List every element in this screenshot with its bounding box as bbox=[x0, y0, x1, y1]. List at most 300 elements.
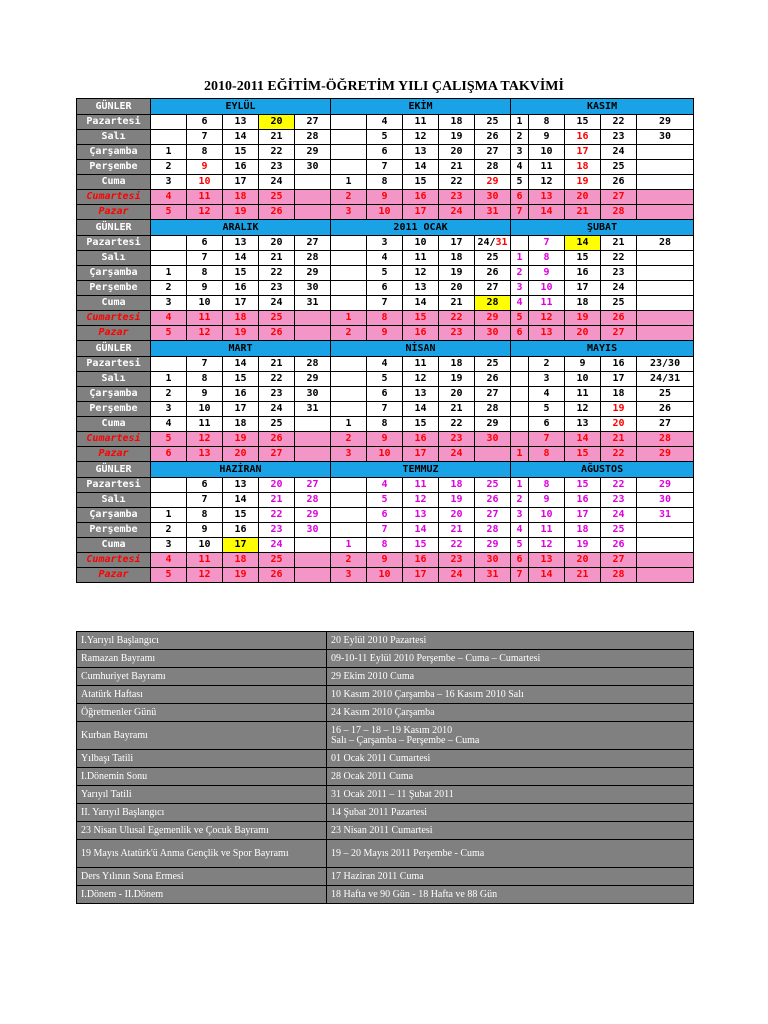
date-cell: 9 bbox=[565, 357, 601, 372]
holiday-row bbox=[77, 632, 694, 650]
date-cell: 19 bbox=[223, 432, 259, 447]
date-cell bbox=[637, 538, 694, 553]
date-cell: 27 bbox=[475, 145, 511, 160]
date-cell: 5 bbox=[511, 311, 529, 326]
date-cell bbox=[151, 236, 187, 251]
holiday-row bbox=[77, 750, 694, 768]
date-cell bbox=[295, 190, 331, 205]
day-name: Cumartesi bbox=[77, 553, 151, 568]
holiday-value: 28 Ocak 2011 Cuma bbox=[327, 768, 694, 786]
date-cell: 26 bbox=[475, 130, 511, 145]
date-cell: 13 bbox=[565, 417, 601, 432]
date-cell: 13 bbox=[529, 190, 565, 205]
date-cell: 12 bbox=[529, 538, 565, 553]
date-cell: 29 bbox=[475, 311, 511, 326]
date-cell: 20 bbox=[601, 417, 637, 432]
month-header-row bbox=[77, 99, 694, 115]
date-cell: 23 bbox=[259, 523, 295, 538]
date-cell: 7 bbox=[187, 251, 223, 266]
date-cell: 21 bbox=[565, 568, 601, 583]
date-cell: 7 bbox=[529, 236, 565, 251]
week-day-row bbox=[77, 251, 694, 266]
gunler-label: GÜNLER bbox=[77, 462, 151, 478]
date-cell: 1 bbox=[151, 145, 187, 160]
date-cell: 20 bbox=[259, 236, 295, 251]
day-name: Perşembe bbox=[77, 160, 151, 175]
date-cell: 4 bbox=[511, 160, 529, 175]
date-cell bbox=[637, 523, 694, 538]
date-cell: 3 bbox=[529, 372, 565, 387]
date-cell: 20 bbox=[439, 387, 475, 402]
date-cell: 6 bbox=[367, 387, 403, 402]
date-cell: 2 bbox=[511, 266, 529, 281]
date-cell: 4 bbox=[367, 115, 403, 130]
date-cell: 31 bbox=[475, 568, 511, 583]
month-header: EYLÜL bbox=[151, 99, 331, 115]
date-cell: 6 bbox=[151, 447, 187, 462]
date-cell: 9 bbox=[529, 493, 565, 508]
date-cell: 20 bbox=[565, 190, 601, 205]
date-cell: 2 bbox=[331, 326, 367, 341]
date-cell: 16 bbox=[223, 281, 259, 296]
date-cell: 1 bbox=[151, 372, 187, 387]
date-cell: 7 bbox=[529, 432, 565, 447]
date-cell: 22 bbox=[259, 372, 295, 387]
date-cell: 21 bbox=[439, 523, 475, 538]
date-cell: 13 bbox=[403, 145, 439, 160]
holiday-label: 19 Mayıs Atatürk'ü Anma Gençlik ve Spor Bayramı bbox=[77, 840, 327, 868]
date-cell: 24 bbox=[439, 447, 475, 462]
date-cell: 4 bbox=[529, 387, 565, 402]
date-cell bbox=[637, 296, 694, 311]
date-cell: 12 bbox=[403, 266, 439, 281]
date-cell: 26 bbox=[259, 326, 295, 341]
date-cell: 25 bbox=[475, 478, 511, 493]
date-cell: 30 bbox=[475, 432, 511, 447]
date-cell: 24 bbox=[601, 508, 637, 523]
date-cell: 16 bbox=[223, 160, 259, 175]
date-cell: 9 bbox=[529, 266, 565, 281]
date-cell: 9 bbox=[187, 523, 223, 538]
date-cell: 6 bbox=[367, 145, 403, 160]
date-cell bbox=[637, 160, 694, 175]
date-cell: 4 bbox=[367, 251, 403, 266]
date-cell bbox=[637, 281, 694, 296]
week-day-row bbox=[77, 115, 694, 130]
date-cell: 3 bbox=[151, 538, 187, 553]
holiday-value: 14 Şubat 2011 Pazartesi bbox=[327, 804, 694, 822]
date-cell: 10 bbox=[187, 402, 223, 417]
date-cell bbox=[295, 432, 331, 447]
date-cell: 14 bbox=[403, 296, 439, 311]
date-cell: 29 bbox=[295, 266, 331, 281]
date-cell: 17 bbox=[223, 402, 259, 417]
calendar-table bbox=[76, 98, 694, 583]
date-cell: 15 bbox=[565, 478, 601, 493]
date-cell: 25 bbox=[601, 296, 637, 311]
week-day-row bbox=[77, 130, 694, 145]
date-cell: 15 bbox=[565, 115, 601, 130]
holiday-row bbox=[77, 668, 694, 686]
date-cell: 29 bbox=[295, 508, 331, 523]
date-cell: 3 bbox=[151, 402, 187, 417]
date-cell: 8 bbox=[187, 508, 223, 523]
date-cell: 13 bbox=[529, 326, 565, 341]
date-cell: 19 bbox=[439, 266, 475, 281]
holiday-row bbox=[77, 650, 694, 668]
date-cell: 22 bbox=[439, 175, 475, 190]
gunler-label: GÜNLER bbox=[77, 220, 151, 236]
date-cell: 29 bbox=[637, 115, 694, 130]
holiday-row bbox=[77, 822, 694, 840]
date-cell bbox=[331, 266, 367, 281]
date-cell: 10 bbox=[529, 145, 565, 160]
date-cell: 4 bbox=[151, 311, 187, 326]
date-cell: 10 bbox=[565, 372, 601, 387]
date-cell: 21 bbox=[259, 493, 295, 508]
date-cell: 16 bbox=[601, 357, 637, 372]
day-name: Pazartesi bbox=[77, 236, 151, 251]
date-cell: 29 bbox=[295, 372, 331, 387]
week-day-row bbox=[77, 296, 694, 311]
date-cell: 2 bbox=[151, 387, 187, 402]
date-cell bbox=[295, 326, 331, 341]
date-cell: 6 bbox=[367, 508, 403, 523]
holiday-value: 29 Ekim 2010 Cuma bbox=[327, 668, 694, 686]
date-cell: 23 bbox=[439, 326, 475, 341]
holiday-row bbox=[77, 768, 694, 786]
date-cell: 8 bbox=[187, 266, 223, 281]
date-cell: 22 bbox=[259, 508, 295, 523]
date-cell: 25 bbox=[259, 417, 295, 432]
date-cell: 23 bbox=[439, 553, 475, 568]
week-day-row bbox=[77, 447, 694, 462]
date-cell: 1 bbox=[331, 175, 367, 190]
day-name: Perşembe bbox=[77, 281, 151, 296]
date-cell: 26 bbox=[475, 372, 511, 387]
holiday-label: II. Yarıyıl Başlangıcı bbox=[77, 804, 327, 822]
date-cell: 18 bbox=[439, 478, 475, 493]
date-cell: 7 bbox=[367, 296, 403, 311]
week-day-row bbox=[77, 236, 694, 251]
date-cell bbox=[637, 266, 694, 281]
date-cell: 3 bbox=[331, 447, 367, 462]
date-cell bbox=[295, 553, 331, 568]
date-cell: 26 bbox=[475, 266, 511, 281]
date-cell: 12 bbox=[403, 493, 439, 508]
date-cell: 22 bbox=[601, 251, 637, 266]
date-cell bbox=[331, 251, 367, 266]
week-day-row bbox=[77, 432, 694, 447]
date-cell bbox=[637, 205, 694, 220]
date-cell: 6 bbox=[187, 115, 223, 130]
date-cell: 14 bbox=[223, 251, 259, 266]
date-cell bbox=[637, 145, 694, 160]
day-name: Cuma bbox=[77, 417, 151, 432]
date-cell: 8 bbox=[529, 478, 565, 493]
date-cell bbox=[511, 372, 529, 387]
date-cell: 16 bbox=[403, 190, 439, 205]
date-cell: 7 bbox=[367, 402, 403, 417]
date-cell: 6 bbox=[529, 417, 565, 432]
day-name: Çarşamba bbox=[77, 266, 151, 281]
date-cell: 25 bbox=[475, 251, 511, 266]
date-cell: 21 bbox=[601, 432, 637, 447]
calendar-body bbox=[77, 99, 694, 583]
date-cell: 4 bbox=[151, 190, 187, 205]
date-cell: 4 bbox=[511, 523, 529, 538]
date-cell: 27 bbox=[601, 326, 637, 341]
holiday-value: 18 Hafta ve 90 Gün - 18 Hafta ve 88 Gün bbox=[327, 886, 694, 904]
date-cell: 18 bbox=[565, 160, 601, 175]
date-cell: 14 bbox=[529, 205, 565, 220]
date-cell: 11 bbox=[403, 251, 439, 266]
date-cell: 26 bbox=[259, 205, 295, 220]
holiday-value: 19 – 20 Mayıs 2011 Perşembe - Cuma bbox=[327, 840, 694, 868]
date-cell: 26 bbox=[259, 568, 295, 583]
week-day-row bbox=[77, 493, 694, 508]
day-name: Salı bbox=[77, 493, 151, 508]
date-cell: 3 bbox=[511, 281, 529, 296]
holiday-value: 09-10-11 Eylül 2010 Perşembe – Cuma – Cumartesi bbox=[327, 650, 694, 668]
date-cell: 1 bbox=[511, 115, 529, 130]
week-day-row bbox=[77, 326, 694, 341]
month-header: ŞUBAT bbox=[511, 220, 694, 236]
date-cell bbox=[511, 357, 529, 372]
week-day-row bbox=[77, 311, 694, 326]
date-cell: 29 bbox=[295, 145, 331, 160]
date-cell: 25 bbox=[259, 553, 295, 568]
date-cell bbox=[637, 553, 694, 568]
date-cell: 10 bbox=[367, 447, 403, 462]
date-cell: 26 bbox=[601, 311, 637, 326]
date-cell: 17 bbox=[223, 296, 259, 311]
holiday-label: I.Dönemin Sonu bbox=[77, 768, 327, 786]
date-cell: 22 bbox=[439, 417, 475, 432]
date-cell: 1 bbox=[151, 266, 187, 281]
date-cell: 22 bbox=[601, 115, 637, 130]
date-cell: 9 bbox=[367, 432, 403, 447]
date-cell: 7 bbox=[367, 523, 403, 538]
date-cell: 30 bbox=[637, 493, 694, 508]
date-cell: 27 bbox=[295, 478, 331, 493]
date-cell: 6 bbox=[367, 281, 403, 296]
holiday-body bbox=[77, 632, 694, 904]
date-cell: 28 bbox=[475, 402, 511, 417]
date-cell: 23 bbox=[601, 266, 637, 281]
day-name: Pazartesi bbox=[77, 478, 151, 493]
date-cell: 28 bbox=[601, 568, 637, 583]
date-cell bbox=[331, 145, 367, 160]
date-cell: 23 bbox=[601, 493, 637, 508]
date-cell: 1 bbox=[331, 311, 367, 326]
date-cell: 1 bbox=[511, 447, 529, 462]
date-cell: 1 bbox=[331, 538, 367, 553]
day-name: Pazar bbox=[77, 568, 151, 583]
month-header: HAZİRAN bbox=[151, 462, 331, 478]
date-cell: 17 bbox=[565, 145, 601, 160]
day-name: Pazartesi bbox=[77, 115, 151, 130]
date-cell bbox=[331, 402, 367, 417]
date-cell: 25 bbox=[601, 523, 637, 538]
date-cell: 13 bbox=[403, 508, 439, 523]
date-cell: 11 bbox=[403, 357, 439, 372]
week-day-row bbox=[77, 281, 694, 296]
date-cell bbox=[151, 130, 187, 145]
date-cell: 30 bbox=[295, 160, 331, 175]
date-cell: 8 bbox=[367, 417, 403, 432]
date-cell: 25 bbox=[475, 115, 511, 130]
date-cell: 14 bbox=[565, 432, 601, 447]
date-cell: 16 bbox=[223, 387, 259, 402]
date-cell: 1 bbox=[331, 417, 367, 432]
date-cell: 5 bbox=[511, 175, 529, 190]
date-cell: 18 bbox=[565, 296, 601, 311]
day-name: Cumartesi bbox=[77, 190, 151, 205]
date-cell: 8 bbox=[367, 311, 403, 326]
date-cell bbox=[295, 205, 331, 220]
date-cell: 12 bbox=[529, 175, 565, 190]
date-cell: 18 bbox=[223, 417, 259, 432]
date-cell: 13 bbox=[403, 387, 439, 402]
date-cell: 23/30 bbox=[637, 357, 694, 372]
date-cell: 2 bbox=[331, 190, 367, 205]
date-cell: 2 bbox=[331, 432, 367, 447]
date-cell: 8 bbox=[529, 447, 565, 462]
date-cell: 13 bbox=[223, 236, 259, 251]
date-cell bbox=[295, 417, 331, 432]
day-name: Perşembe bbox=[77, 523, 151, 538]
date-cell: 20 bbox=[259, 115, 295, 130]
date-cell: 30 bbox=[475, 326, 511, 341]
date-cell: 17 bbox=[223, 175, 259, 190]
date-cell: 18 bbox=[223, 311, 259, 326]
date-cell: 22 bbox=[259, 145, 295, 160]
date-cell: 11 bbox=[565, 387, 601, 402]
holiday-label: 23 Nisan Ulusal Egemenlik ve Çocuk Bayramı bbox=[77, 822, 327, 840]
holiday-label: Kurban Bayramı bbox=[77, 722, 327, 750]
date-cell: 18 bbox=[601, 387, 637, 402]
date-cell bbox=[511, 432, 529, 447]
date-cell: 7 bbox=[187, 130, 223, 145]
date-cell: 23 bbox=[259, 160, 295, 175]
date-cell bbox=[511, 402, 529, 417]
date-cell bbox=[331, 478, 367, 493]
date-cell: 25 bbox=[259, 311, 295, 326]
date-cell: 3 bbox=[511, 145, 529, 160]
date-cell: 27 bbox=[475, 387, 511, 402]
date-cell: 6 bbox=[511, 326, 529, 341]
date-cell: 22 bbox=[601, 447, 637, 462]
date-cell: 14 bbox=[565, 236, 601, 251]
date-cell: 21 bbox=[259, 130, 295, 145]
date-cell: 12 bbox=[403, 130, 439, 145]
date-cell: 4 bbox=[367, 357, 403, 372]
date-cell: 17 bbox=[403, 568, 439, 583]
date-cell: 23 bbox=[439, 190, 475, 205]
date-cell bbox=[511, 236, 529, 251]
holiday-value: 16 – 17 – 18 – 19 Kasım 2010 Salı – Çarşamba – Perşembe – Cuma bbox=[327, 722, 694, 750]
date-cell: 23 bbox=[259, 281, 295, 296]
date-cell: 7 bbox=[367, 160, 403, 175]
date-cell: 19 bbox=[601, 402, 637, 417]
week-day-row bbox=[77, 402, 694, 417]
date-cell: 9 bbox=[529, 130, 565, 145]
date-cell: 27 bbox=[601, 553, 637, 568]
date-cell: 29 bbox=[637, 478, 694, 493]
date-cell: 11 bbox=[187, 417, 223, 432]
week-day-row bbox=[77, 553, 694, 568]
date-cell: 10 bbox=[187, 296, 223, 311]
date-cell: 15 bbox=[565, 447, 601, 462]
date-cell bbox=[295, 568, 331, 583]
holiday-value: 31 Ocak 2011 – 11 Şubat 2011 bbox=[327, 786, 694, 804]
date-cell: 24 bbox=[259, 538, 295, 553]
date-cell bbox=[637, 175, 694, 190]
date-cell: 16 bbox=[403, 553, 439, 568]
date-cell: 12 bbox=[187, 326, 223, 341]
week-day-row bbox=[77, 190, 694, 205]
date-cell: 3 bbox=[331, 205, 367, 220]
date-cell: 27 bbox=[295, 236, 331, 251]
date-cell: 19 bbox=[439, 372, 475, 387]
date-cell: 12 bbox=[187, 205, 223, 220]
holiday-value: 10 Kasım 2010 Çarşamba – 16 Kasım 2010 Salı bbox=[327, 686, 694, 704]
date-cell: 18 bbox=[439, 251, 475, 266]
date-cell bbox=[331, 387, 367, 402]
date-cell: 21 bbox=[259, 357, 295, 372]
month-header: KASIM bbox=[511, 99, 694, 115]
date-cell: 1 bbox=[511, 251, 529, 266]
date-cell: 20 bbox=[565, 326, 601, 341]
date-cell: 24/31 bbox=[637, 372, 694, 387]
date-cell: 17 bbox=[403, 447, 439, 462]
date-cell: 11 bbox=[403, 478, 439, 493]
date-cell: 17 bbox=[439, 236, 475, 251]
date-cell: 15 bbox=[223, 508, 259, 523]
date-cell: 12 bbox=[187, 568, 223, 583]
day-name: Cumartesi bbox=[77, 311, 151, 326]
date-cell: 2 bbox=[151, 281, 187, 296]
date-cell: 21 bbox=[565, 205, 601, 220]
date-cell: 13 bbox=[223, 115, 259, 130]
holiday-row bbox=[77, 704, 694, 722]
week-day-row bbox=[77, 508, 694, 523]
date-cell: 11 bbox=[529, 160, 565, 175]
date-cell: 25 bbox=[601, 160, 637, 175]
date-cell bbox=[331, 236, 367, 251]
date-cell bbox=[331, 115, 367, 130]
date-cell: 4 bbox=[511, 296, 529, 311]
date-cell: 12 bbox=[529, 311, 565, 326]
date-cell: 16 bbox=[403, 432, 439, 447]
date-cell: 29 bbox=[475, 175, 511, 190]
holiday-value: 24 Kasım 2010 Çarşamba bbox=[327, 704, 694, 722]
week-day-row bbox=[77, 568, 694, 583]
gunler-label: GÜNLER bbox=[77, 99, 151, 115]
date-cell: 15 bbox=[403, 175, 439, 190]
date-cell: 21 bbox=[439, 402, 475, 417]
date-cell: 12 bbox=[187, 432, 223, 447]
date-cell: 8 bbox=[187, 145, 223, 160]
date-cell: 14 bbox=[223, 493, 259, 508]
holiday-row bbox=[77, 686, 694, 704]
date-cell: 13 bbox=[529, 553, 565, 568]
date-cell bbox=[637, 326, 694, 341]
date-cell: 22 bbox=[259, 266, 295, 281]
date-cell: 8 bbox=[367, 175, 403, 190]
day-name: Cuma bbox=[77, 296, 151, 311]
